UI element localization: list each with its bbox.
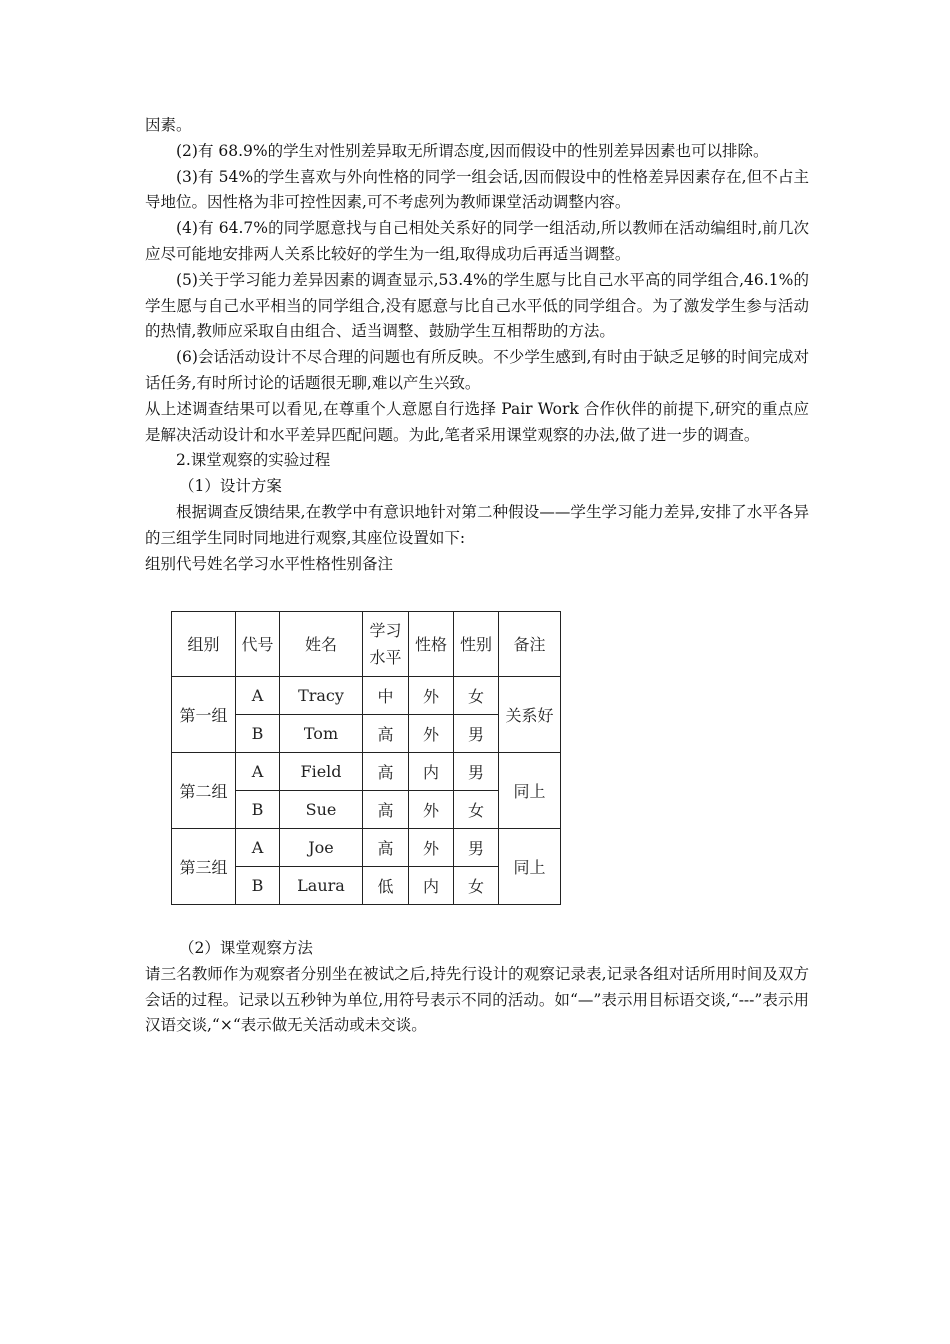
gender-cell: 女 [454,791,499,829]
paragraph: (5)关于学习能力差异因素的调查显示,53.4%的学生愿与比自己水平高的同学组合,46.1%的学生愿与自己水平相当的同学组合,没有愿意与比自己水平低的同学组合。为了激发学生参与活动的热情,教师应采取自由组合、适当调整、鼓励学生互相帮助的方法。 [145,270,809,341]
seating-table-wrapper [171,611,561,905]
name-cell: Field [280,753,363,791]
paragraph: 从上述调查结果可以看见,在尊重个人意愿自行选择 Pair Work 合作伙伴的前提下,研究的重点应是解决活动设计和水平差异匹配问题。为此,笔者采用课堂观察的办法,做了进一步的调查。 [145,399,809,444]
note-cell: 关系好 [499,677,561,753]
document-body-lower [145,936,809,1039]
seating-table [171,611,561,905]
gender-cell: 女 [454,677,499,715]
name-cell: Tom [280,715,363,753]
gender-cell: 女 [454,867,499,905]
code-cell: A [236,753,280,791]
name-cell: Laura [280,867,363,905]
header-cell: 组别 [172,612,236,677]
table-row [172,829,561,867]
header-cell [363,612,409,677]
group-cell: 第二组 [172,753,236,829]
gender-cell: 男 [454,715,499,753]
code-cell: A [236,677,280,715]
table-row [172,753,561,791]
level-cell: 低 [363,867,409,905]
code-cell: B [236,867,280,905]
subsection-heading: （1）设计方案 [179,477,282,496]
personality-cell: 外 [409,791,454,829]
code-cell: B [236,715,280,753]
paragraph: (2)有 68.9%的学生对性别差异取无所谓态度,因而假设中的性别差异因素也可以排除。 [176,141,769,160]
header-cell: 性格 [409,612,454,677]
personality-cell: 外 [409,829,454,867]
code-cell: B [236,791,280,829]
gender-cell: 男 [454,753,499,791]
header-cell-text: 学习水平 [369,621,402,667]
paragraph: 因素。 [145,116,192,134]
level-cell: 高 [363,829,409,867]
paragraph: (3)有 54%的学生喜欢与外向性格的同学一组会话,因而假设中的性格差异因素存在,但不占主导地位。因性格为非可控性因素,可不考虑列为教师课堂活动调整内容。 [145,167,809,212]
table-header-row [172,612,561,677]
name-cell: Sue [280,791,363,829]
section-heading: 2.课堂观察的实验过程 [176,451,331,470]
personality-cell: 内 [409,753,454,791]
personality-cell: 内 [409,867,454,905]
paragraph: (6)会话活动设计不尽合理的问题也有所反映。不少学生感到,有时由于缺乏足够的时间完成对话任务,有时所讨论的话题很无聊,难以产生兴致。 [145,348,809,392]
group-cell: 第一组 [172,677,236,753]
level-cell: 高 [363,753,409,791]
header-cell: 备注 [499,612,561,677]
paragraph: 根据调查反馈结果,在教学中有意识地针对第二种假设——学生学习能力差异,安排了水平各异的三组学生同时同地进行观察,其座位设置如下: [145,502,809,547]
name-cell: Joe [280,829,363,867]
header-cell: 代号 [236,612,280,677]
personality-cell: 外 [409,677,454,715]
note-cell: 同上 [499,829,561,905]
header-cell: 姓名 [280,612,363,677]
name-cell: Tracy [280,677,363,715]
note-cell: 同上 [499,753,561,829]
group-cell: 第三组 [172,829,236,905]
subsection-heading: （2）课堂观察方法 [179,939,313,957]
table-caption: 组别代号姓名学习水平性格性别备注 [145,554,394,573]
document-body [145,113,809,577]
level-cell: 高 [363,791,409,829]
gender-cell: 男 [454,829,499,867]
paragraph: 请三名教师作为观察者分别坐在被试之后,持先行设计的观察记录表,记录各组对话所用时间及双方会话的过程。记录以五秒钟为单位,用符号表示不同的活动。如“—”表示用目标语交谈,“---”表示用汉语交谈,“×“表示做无关活动或未交谈。 [145,964,809,1035]
paragraph: (4)有 64.7%的同学愿意找与自己相处关系好的同学一组活动,所以教师在活动编组时,前几次应尽可能地安排两人关系比较好的学生为一组,取得成功后再适当调整。 [145,219,809,263]
code-cell: A [236,829,280,867]
table-row [172,677,561,715]
personality-cell: 外 [409,715,454,753]
level-cell: 高 [363,715,409,753]
level-cell: 中 [363,677,409,715]
header-cell: 性别 [454,612,499,677]
